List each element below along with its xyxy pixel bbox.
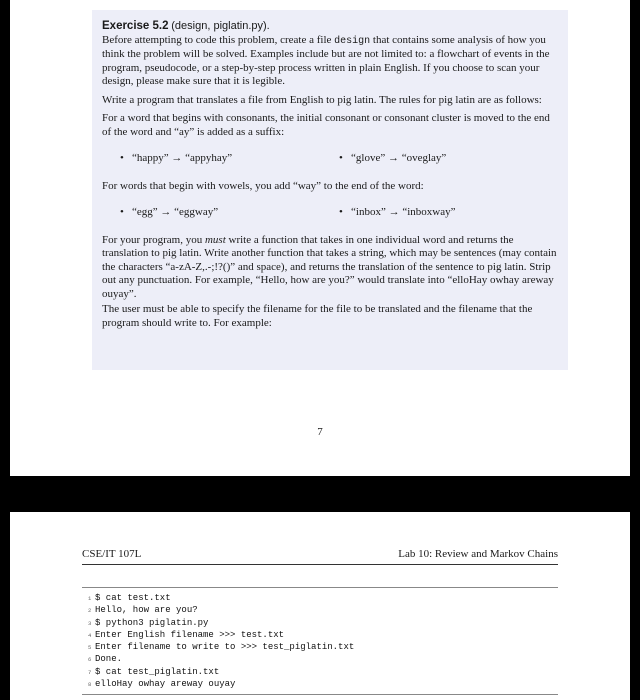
code-line (82, 666, 558, 678)
vowel-example: • “inbox” → “inboxway” (339, 206, 558, 220)
code-text: elloHay owhay areway ouyay (95, 679, 236, 690)
code-text: $ python3 piglatin.py (95, 617, 209, 628)
lab-header: Lab 10: Review and Markov Chains (398, 548, 558, 560)
design-text-a: Before attempting to code this problem, create a file (102, 33, 332, 46)
exercise-box (92, 10, 568, 370)
function-paragraph (102, 234, 558, 302)
vowel-example: • “egg” → “eggway” (120, 206, 339, 220)
design-text-b: that contains some analysis of how you think the problem will be solved. Examples include but are not limited to: a flowchart of events in the program, pseudocode, or a step-by-step process written in plain English. If you choose to scan your design, please make sure that it is legible. (102, 33, 550, 87)
function-text-b: write a function that takes in one individual word and returns the translation to pig latin. Write another function that takes a string, which may be sentences (may contain the characters “a-zA-Z,.-;!?()” and space), and returns the translation of the sentence to pig latin. Strip out any punctuation. For example, “Hello, how are you?” would translate into “elloHay owhay areway ouyay”. (102, 233, 557, 300)
code-line (82, 653, 558, 665)
header-rule (82, 564, 558, 565)
task-paragraph: Write a program that translates a file from English to pig latin. The rules for pig latin are as follows: (102, 93, 542, 106)
code-text: $ cat test_piglatin.txt (95, 666, 220, 677)
design-paragraph (102, 34, 558, 89)
line-number: 6 (88, 656, 92, 664)
exercise-heading (102, 20, 558, 34)
code-text: Enter English filename >>> test.txt (95, 629, 285, 640)
code-line (82, 678, 558, 690)
function-text-a: For your program, you (102, 233, 203, 246)
exercise-subtitle: (design, piglatin.py). (171, 20, 270, 32)
filename-paragraph: The user must be able to specify the filename for the file to be translated and the filename that the program should write to. For example: (102, 303, 533, 329)
line-number: 7 (88, 668, 92, 676)
vowel-rule-paragraph: For words that begin with vowels, you add “way” to the end of the word: (102, 179, 424, 192)
code-line (82, 604, 558, 616)
course-header: CSE/IT 107L (82, 548, 142, 560)
document-page-7 (10, 0, 630, 476)
code-text: $ cat test.txt (95, 593, 171, 603)
code-line (82, 629, 558, 641)
page-number: 7 (317, 426, 323, 438)
code-listing (82, 587, 558, 695)
code-text: Hello, how are you? (95, 605, 198, 616)
line-number: 1 (88, 595, 92, 602)
document-page-8 (10, 512, 630, 700)
consonant-example: • “happy” → “appyhay” (120, 152, 339, 166)
code-line (82, 592, 558, 604)
code-line (82, 641, 558, 653)
code-text: Enter filename to write to >>> test_piglatin.txt (95, 642, 355, 653)
line-number: 3 (88, 619, 92, 627)
design-filename: design (334, 35, 371, 47)
emphasis-must: must (204, 233, 226, 246)
consonant-examples (102, 152, 558, 166)
line-number: 8 (88, 681, 92, 689)
vowel-examples (102, 206, 558, 220)
consonant-example: • “glove” → “oveglay” (339, 152, 558, 166)
code-text: Done. (95, 654, 123, 665)
exercise-title: Exercise 5.2 (102, 20, 169, 32)
line-number: 5 (88, 644, 92, 652)
consonant-rule-paragraph: For a word that begins with consonants, the initial consonant or consonant cluster is moved to the end of the word and “ay” is added as a suffix: (102, 112, 550, 138)
code-line (82, 617, 558, 629)
line-number: 2 (88, 607, 92, 615)
line-number: 4 (88, 631, 92, 639)
